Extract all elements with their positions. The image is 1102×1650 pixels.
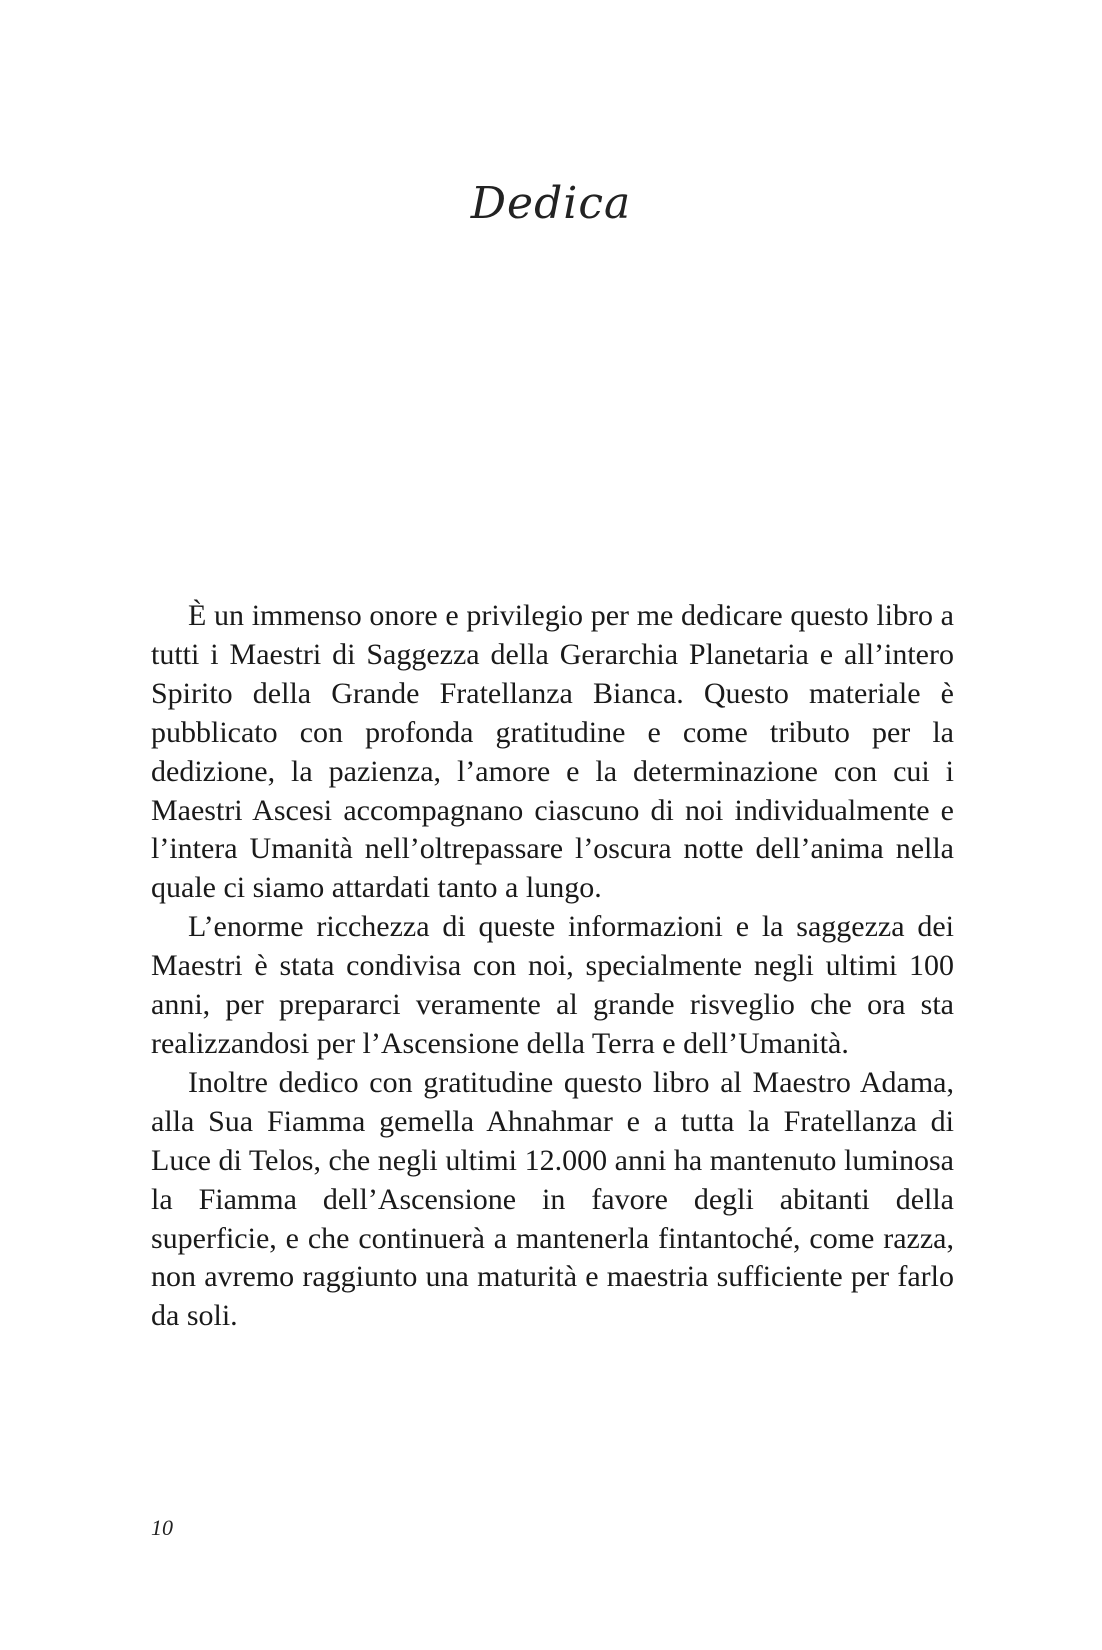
page-number: 10	[151, 1515, 173, 1540]
page-title: Dedica	[470, 178, 632, 229]
paragraph-2: L’enorme ricchezza di queste informazioni e la saggezza dei Maestri è stata condivisa con noi, specialmente negli ultimi 100 anni, per prepararci veramente al grande risveglio che ora sta realizzandosi per l’Ascensione della Terra e dell’Umanità.	[151, 910, 954, 1060]
paragraph-1: È un immenso onore e privilegio per me dedicare questo libro a tutti i Maestri di Saggezza della Gerarchia Planetaria e all’intero Spirito della Grande Fratellanza Bianca. Questo materiale è pubblicato con profonda gratitudine e come tributo per la dedizione, la pazienza, l’amore e la determinazione con cui i Maestri Ascesi accompagnano ciascuno di noi individualmente e l’intera Umanità nell’oltrepassare l’oscura notte dell’anima nella quale ci siamo attardati tanto a lungo.	[151, 599, 954, 905]
paragraph-3: Inoltre dedico con gratitudine questo libro al Maestro Adama, alla Sua Fiamma gemella Ahnahmar e a tutta la Fratellanza di Luce di Telos, che negli ultimi 12.000 anni ha mantenuto luminosa la Fiamma dell’Ascensione in favore degli abitanti della superficie, e che continuerà a mantenerla fintantoché, come razza, non avremo raggiunto una maturità e maestria sufficiente per farlo da soli.	[151, 1065, 954, 1333]
dedication-text	[151, 597, 954, 1336]
